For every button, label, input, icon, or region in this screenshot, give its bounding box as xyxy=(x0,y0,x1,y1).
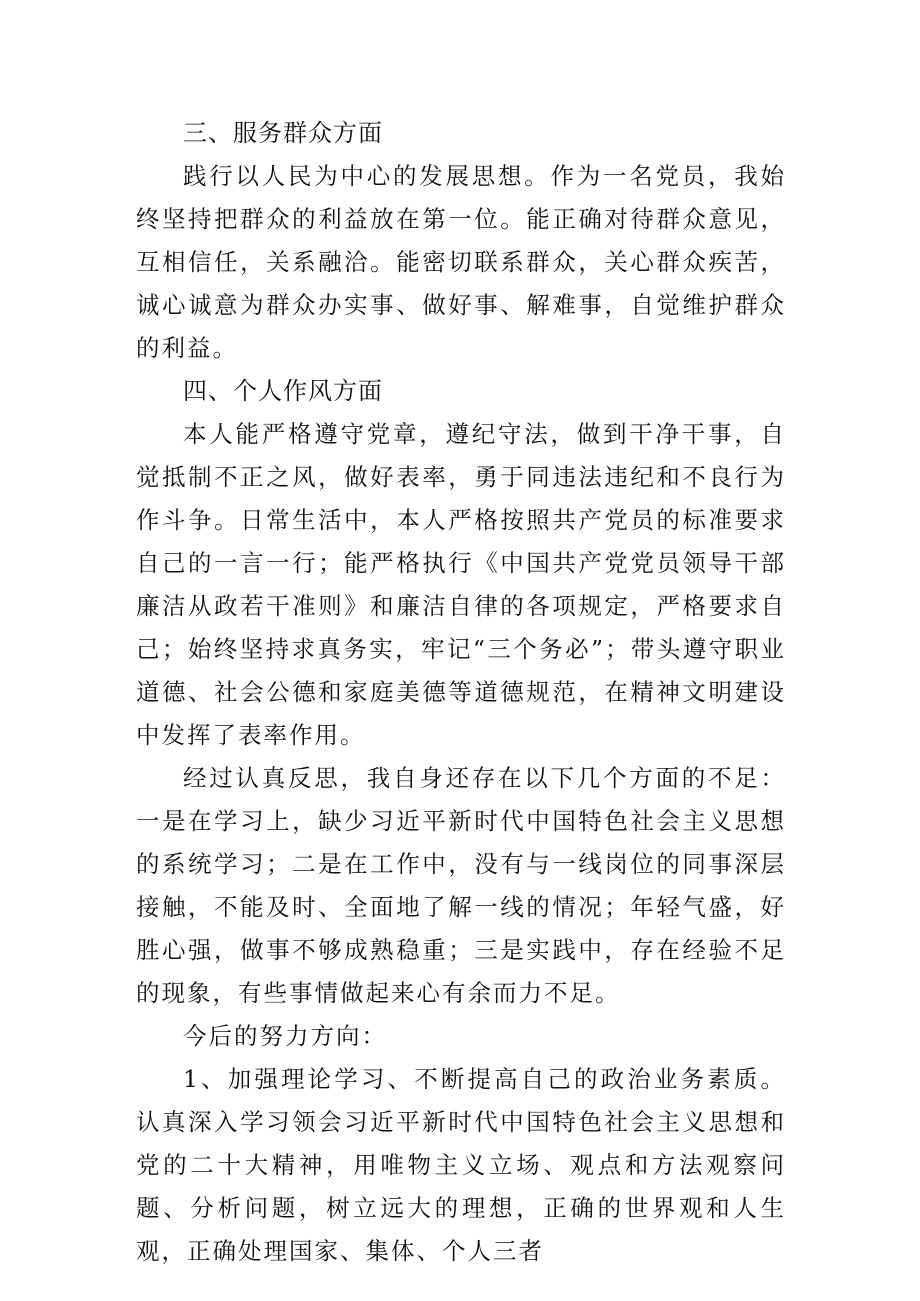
paragraph-conduct: 本人能严格遵守党章，遵纪守法，做到干净干事，自觉抵制不正之风，做好表率，勇于同违法违纪和不良行为作斗争。日常生活中，本人严格按照共产党员的标准要求自己的一言一行；能严格执行《中国共产党党员领导干部廉洁从政若干准则》和廉洁自律的各项规定，严格要求自己；始终坚持求真务实，牢记“三个务必”；带头遵守职业道德、社会公德和家庭美德等道德规范，在精神文明建设中发挥了表率作用。 xyxy=(136,420,786,749)
paragraph-direction-item-1: 1、加强理论学习、不断提高自己的政治业务素质。认真深入学习领会习近平新时代中国特色社会主义思想和党的二十大精神，用唯物主义立场、观点和方法观察问题、分析问题，树立远大的理想，正确的世界观和人生观，正确处理国家、集体、个人三者 xyxy=(136,1065,786,1265)
section-heading-conduct: 四、个人作风方面 xyxy=(183,377,383,405)
paragraph-direction-intro: 今后的努力方向： xyxy=(183,1022,387,1050)
paragraph-service: 践行以人民为中心的发展思想。作为一名党员，我始终坚持把群众的利益放在第一位。能正确对待群众意见，互相信任，关系融洽。能密切联系群众，关心群众疾苦，诚心诚意为群众办实事、做好事、解难事，自觉维护群众的利益。 xyxy=(136,162,786,362)
document-body xyxy=(136,112,786,1273)
section-heading-service: 三、服务群众方面 xyxy=(183,119,383,147)
paragraph-shortcomings: 经过认真反思，我自身还存在以下几个方面的不足：一是在学习上，缺少习近平新时代中国特色社会主义思想的系统学习；二是在工作中，没有与一线岗位的同事深层接触，不能及时、全面地了解一线的情况；年轻气盛，好胜心强，做事不够成熟稳重；三是实践中，存在经验不足的现象，有些事情做起来心有余而力不足。 xyxy=(136,764,786,1007)
